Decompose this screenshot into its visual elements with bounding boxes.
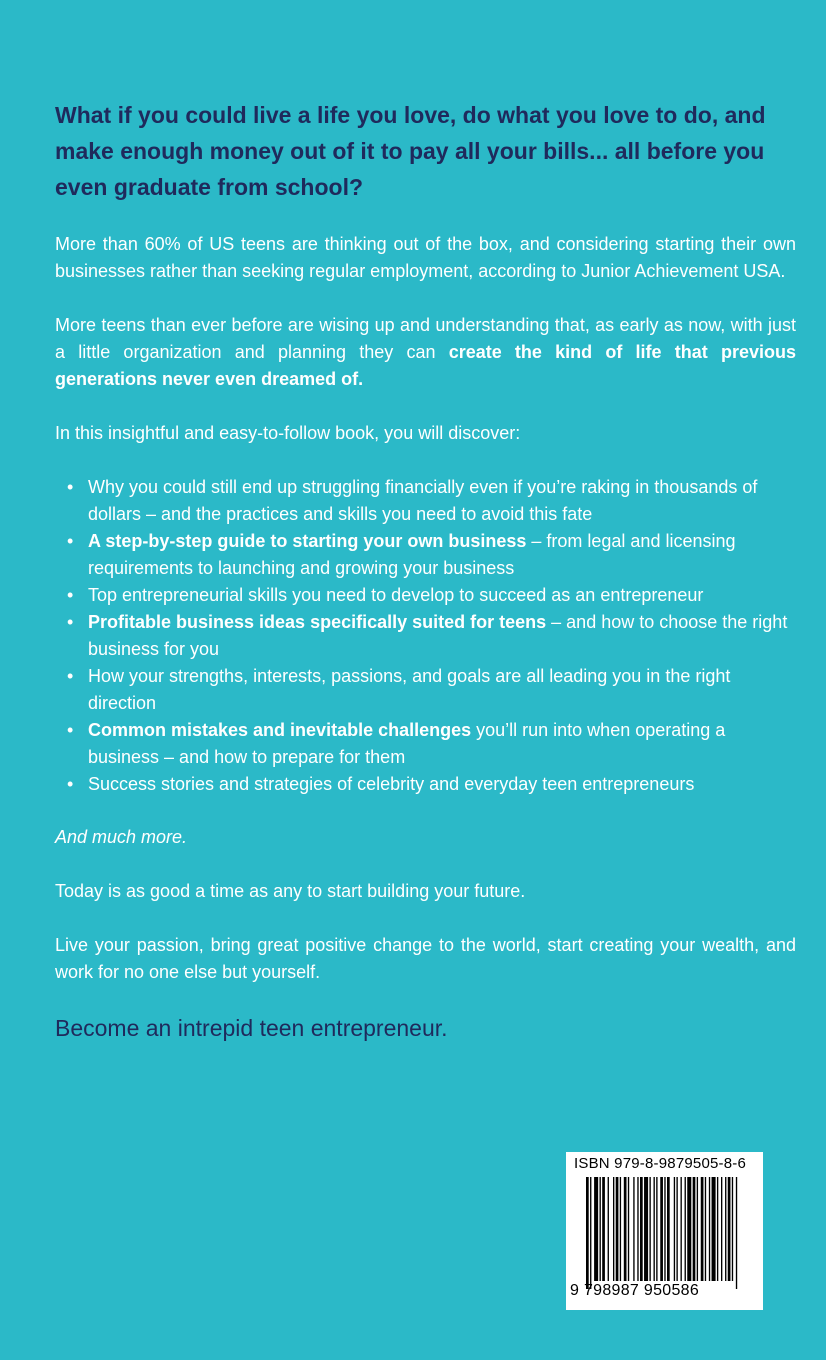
barcode-panel — [566, 1152, 763, 1310]
list-item — [55, 528, 796, 582]
list-item-bold: Profitable business ideas specifically suited for teens — [88, 612, 547, 632]
list-item — [55, 771, 796, 798]
list-item-bold: A step-by-step guide to starting your own business — [88, 531, 527, 551]
barcode-digits: 9 798987 950586 — [570, 1282, 700, 1299]
paragraph-statistic: More than 60% of US teens are thinking out of the box, and considering starting their own businesses rather than seeking regular employment, according to Junior Achievement USA. — [55, 234, 796, 281]
barcode-bar — [681, 1177, 682, 1281]
bullet-icon: • — [67, 720, 74, 740]
list-item — [55, 474, 796, 528]
paragraph-intro: In this insightful and easy-to-follow book, you will discover: — [55, 423, 521, 443]
paragraph-teens-bold: create the kind of life that previous generations never even dreamed of. — [55, 342, 796, 389]
barcode-bar — [685, 1177, 686, 1281]
headline: What if you could live a life you love, do what you love to do, and make enough money out of it to pay all your bills... all before you even graduate from school? — [55, 102, 766, 200]
list-item-text: Why you could still end up struggling financially even if you’re raking in thousands of dollars – and the practices and skills you need to avoid this fate — [88, 477, 758, 524]
barcode-bar — [701, 1177, 704, 1281]
list-item — [55, 582, 796, 609]
barcode-bar — [608, 1177, 609, 1281]
barcode-bar — [602, 1177, 605, 1281]
barcode-bar — [717, 1177, 718, 1281]
barcode-bar — [709, 1177, 710, 1281]
barcode-bar — [676, 1177, 677, 1281]
barcode-bar — [687, 1177, 691, 1281]
barcode-bar — [594, 1177, 598, 1281]
list-item — [55, 717, 796, 771]
bullet-icon: • — [67, 612, 74, 632]
bullet-icon: • — [67, 585, 74, 605]
barcode-bar — [613, 1177, 614, 1281]
barcode-bar — [654, 1177, 655, 1281]
barcode-icon — [584, 1177, 750, 1289]
barcode-bar — [590, 1177, 591, 1289]
back-cover-content — [55, 97, 796, 1043]
barcode-bar — [624, 1177, 627, 1281]
barcode-bar — [616, 1177, 619, 1281]
barcode-bar — [693, 1177, 696, 1281]
barcode-bar — [667, 1177, 670, 1281]
list-item-bold: Common mistakes and inevitable challenges — [88, 720, 472, 740]
barcode-bar — [637, 1177, 638, 1281]
barcode-bar — [705, 1177, 706, 1281]
bullet-icon: • — [67, 477, 74, 497]
bullet-icon: • — [67, 666, 74, 686]
barcode-bar — [736, 1177, 737, 1289]
and-much-more: And much more. — [55, 827, 188, 847]
paragraph-future: Today is as good a time as any to start building your future. — [55, 881, 526, 901]
isbn-label: ISBN 979-8-9879505-8-6 — [574, 1155, 747, 1172]
list-item-text: Top entrepreneurial skills you need to develop to succeed as an entrepreneur — [88, 585, 704, 605]
barcode-bar — [664, 1177, 665, 1281]
barcode-bar — [628, 1177, 629, 1281]
barcode-bar — [600, 1177, 601, 1281]
closing-tagline: Become an intrepid teen entrepreneur. — [55, 1015, 448, 1041]
barcode-bar — [644, 1177, 648, 1281]
paragraph-passion: Live your passion, bring great positive change to the world, start creating your wealth, and work for no one else but yourself. — [55, 935, 796, 982]
barcode-bar — [620, 1177, 621, 1281]
paragraph-teens-text: More teens than ever before are wising up and understanding that, as early as now, with just a little organization and planning they can — [55, 315, 796, 362]
barcode-bar — [660, 1177, 663, 1281]
list-item — [55, 663, 796, 717]
barcode-bar — [712, 1177, 716, 1281]
discover-list — [55, 474, 796, 798]
bullet-icon: • — [67, 774, 74, 794]
list-item-text: you’ll run into when operating a business – and how to prepare for them — [88, 720, 726, 767]
list-item-text: Success stories and strategies of celebrity and everyday teen entrepreneurs — [88, 774, 695, 794]
barcode-bar — [656, 1177, 657, 1281]
barcode-bar — [697, 1177, 698, 1281]
barcode-bar — [725, 1177, 726, 1281]
barcode-bar — [728, 1177, 731, 1281]
barcode-bar — [633, 1177, 634, 1281]
list-item-text: – from legal and licensing requirements to launching and growing your business — [88, 531, 736, 578]
barcode-bar — [721, 1177, 722, 1281]
barcode-bar — [640, 1177, 643, 1281]
paragraph-teens — [55, 312, 796, 393]
barcode-bar — [732, 1177, 733, 1281]
list-item-text: – and how to choose the right business for you — [88, 612, 788, 659]
barcode-bar — [586, 1177, 589, 1289]
barcode-bar — [674, 1177, 675, 1281]
list-item-text: How your strengths, interests, passions, and goals are all leading you in the right direction — [88, 666, 731, 713]
bullet-icon: • — [67, 531, 74, 551]
list-item — [55, 609, 796, 663]
barcode-bar — [649, 1177, 650, 1281]
